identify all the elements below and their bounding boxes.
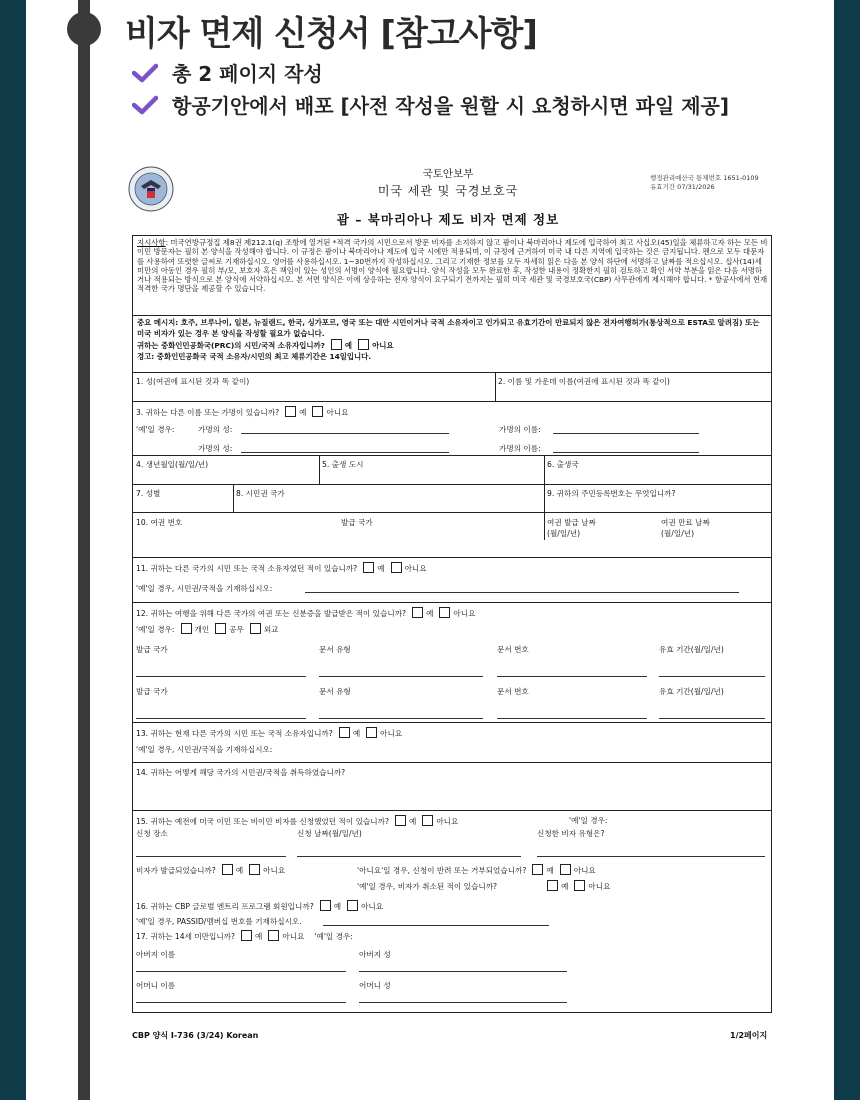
q17-row xyxy=(136,930,353,942)
revoked-yes-checkbox[interactable] xyxy=(547,880,558,891)
q15-yes-checkbox[interactable] xyxy=(395,815,406,826)
q16-yes-checkbox[interactable] xyxy=(320,900,331,911)
if-yes-label: '예'일 경우: xyxy=(569,816,608,825)
no-label: 아니요 xyxy=(404,564,427,573)
q16-label: 16. 귀하는 CBP 글로벌 엔트리 프로그램 회원입니까? xyxy=(136,902,314,911)
instructions-label: 지시사항 xyxy=(137,238,166,247)
page-number: 1/2페이지 xyxy=(730,1031,768,1040)
form-title: 괌 – 북마리아나 제도 비자 면제 정보 xyxy=(336,212,560,227)
q16-no-checkbox[interactable] xyxy=(347,900,358,911)
diplomatic-checkbox[interactable] xyxy=(250,623,261,634)
bullet-text: 총 2 페이지 작성 xyxy=(172,62,323,86)
notice-message: 중요 메시지: 호주, 브루나이, 일본, 뉴질랜드, 한국, 싱가포르, 영국 또는 대만 시민이거나 국적 소유자이고 인가되고 유효기간이 만료되지 않은 전자여행허가(통상적으로 ESTA로 알려짐) 또는 미국 비자가 있는 경우 본 양식을 작성할 필요가 없습니다. xyxy=(137,318,760,338)
no-label: 아니요 xyxy=(453,609,476,618)
citizenship-prompt: 시민권/국적을 기재하십시오: xyxy=(176,584,273,593)
prc-no-checkbox[interactable] xyxy=(358,339,369,350)
father-given-label: 아버지 성 xyxy=(359,950,391,959)
q17-yes-checkbox[interactable] xyxy=(241,930,252,941)
q12-type-row xyxy=(136,623,279,635)
yes-label: 예 xyxy=(377,564,385,573)
official-checkbox[interactable] xyxy=(215,623,226,634)
bullet-text: 항공기안에서 배포 [사전 작성을 원할 시 요청하시면 파일 제공] xyxy=(172,94,729,118)
alias-surname-label: 가명의 성: xyxy=(198,444,233,453)
if-yes-label: '예'일 경우: xyxy=(314,932,353,941)
q15-no-checkbox[interactable] xyxy=(422,815,433,826)
refused-yes-checkbox[interactable] xyxy=(532,864,543,875)
q13-no-checkbox[interactable] xyxy=(366,727,377,738)
q13-yes-checkbox[interactable] xyxy=(339,727,350,738)
no-label: 아니요 xyxy=(588,882,611,891)
revoked-row xyxy=(357,880,610,892)
q12-no-checkbox[interactable] xyxy=(439,607,450,618)
q3-label: 3. 귀하는 다른 이름 또는 가명이 있습니까? xyxy=(136,408,280,417)
date-format-label: (월/일/년) xyxy=(661,529,695,538)
form-number: CBP 양식 I-736 (3/24) Korean xyxy=(132,1031,259,1040)
q12-row xyxy=(136,607,475,619)
yes-label: 예 xyxy=(546,866,554,875)
q11-label: 11. 귀하는 다른 국가의 시민 또는 국적 소유자였던 적이 있습니까? xyxy=(136,564,358,573)
right-border-band xyxy=(834,0,860,1100)
form-body xyxy=(132,235,772,1013)
revoked-no-checkbox[interactable] xyxy=(574,880,585,891)
yes-label: 예 xyxy=(333,902,342,911)
issuing-country-label: 발급 국가 xyxy=(136,687,168,696)
revoked-label: '예'일 경우, 비자가 취소된 적이 있습니까? xyxy=(357,882,498,891)
q11-no-checkbox[interactable] xyxy=(391,562,402,573)
if-yes-label: '예'일 경우, xyxy=(136,917,175,926)
field-issuing-country[interactable]: 발급 국가 xyxy=(341,518,373,527)
visa-type-label: 신청한 비자 유형은? xyxy=(537,829,605,838)
notice-block xyxy=(137,317,769,362)
official-label: 공무 xyxy=(229,625,244,634)
q13-citizenship-row xyxy=(136,744,272,755)
q15-label: 15. 귀하는 예전에 미국 이민 또는 비이민 비자를 신청했었던 적이 있습니까? xyxy=(136,817,389,826)
alias-surname-label: 가명의 성: xyxy=(198,425,233,434)
yes-label: 예 xyxy=(561,882,569,891)
instructions-text: : 미국연방규정집 제8권 제212.1(q) 조항에 열거된 *적격 국가의 시민으로서 방문 비자를 소지하지 않고 괌이나 북마리아나 제도에 입국하여 최고 사십오(45)일을 체류하고자 하는 모든 비이민 방문자는 필히 본 양식을 작성해야 합니다. 이 규정은 괌이나 북마리아나 제도에 입국 시에만 적용되며, 이 규정에 근거하여 미국 내 다른 지역에 입국하는 것은 금지됩니다. 펜으로 모두 대문자를 사용하여 또렷한 글씨로 기재하십시오. 영어를 사용하십시오. 1~30번까지 작성하십시오. 그리고 기재한 정보를 모두 자세히 읽은 다음 본 양식 하단에 서명하고 날짜를 적으십시오. 십사(14)세 미만의 아동인 경우 필히 부/모, 보호자 혹은 책임이 있는 성인의 서명이 양식에 필요합니다. 양식 작성을 모두 완료한 후, 작성한 내용이 정확한지 필히 검토하고 확인 서약 부분을 읽은 다음 서명하거나 적용되는 방식으로 본 양식에 서약하십시오. 본 서면 양식은 이에 상응하는 전자 양식이 요구되기 전까지는 필히 미국 세관 및 국경보호국(CBP) 사무관에게 제시해야 합니다. * 항공사에서 현재 적격한 국가 명단을 제공할 수 있습니다. xyxy=(137,238,768,294)
yes-label: 예 xyxy=(426,609,434,618)
field-national-id[interactable]: 9. 귀하의 주민등록번호는 무엇입니까? xyxy=(547,489,676,498)
yes-label: 예 xyxy=(299,408,307,417)
field-birth-country[interactable]: 6. 출생국 xyxy=(547,460,579,469)
apply-place-label: 신청 장소 xyxy=(136,829,168,838)
alias-given-label: 가명의 이름: xyxy=(499,425,541,434)
q3-no-checkbox[interactable] xyxy=(312,406,323,417)
warning-text: 경고: 중화인민공화국 국적 소유자/시민의 최고 체류기간은 14일입니다. xyxy=(137,352,372,361)
no-label: 아니요 xyxy=(436,817,459,826)
no-label: 아니요 xyxy=(372,341,394,350)
no-label: 아니요 xyxy=(263,866,286,875)
q11-yes-checkbox[interactable] xyxy=(363,562,374,573)
instructions xyxy=(137,238,769,294)
checkmark-icon xyxy=(132,63,158,83)
field-surname[interactable]: 1. 성(여권에 표시된 것과 똑 같이) xyxy=(136,377,250,386)
doc-type-label: 문서 유형 xyxy=(319,645,351,654)
q13-row xyxy=(136,727,402,739)
field-given-name[interactable]: 2. 이름 및 가운데 이름(여권에 표시된 것과 똑 같이) xyxy=(498,377,670,386)
q13-label: 13. 귀하는 현재 다른 국가의 시민 또는 국적 소유자입니까? xyxy=(136,729,333,738)
doc-number-label: 문서 번호 xyxy=(497,645,529,654)
field-passport-expiry-date[interactable]: 여권 만료 날짜 xyxy=(661,518,710,527)
if-yes-label: '예'일 경우, xyxy=(136,584,175,593)
visa-issued-row xyxy=(136,864,285,876)
father-surname-label: 아버지 이름 xyxy=(136,950,176,959)
page-title: 비자 면제 신청서 [참고사항] xyxy=(125,14,537,54)
yes-label: 예 xyxy=(408,817,417,826)
passid-row xyxy=(136,916,302,927)
yes-label: 예 xyxy=(344,341,353,350)
issuing-country-label: 발급 국가 xyxy=(136,645,168,654)
refused-row xyxy=(357,864,596,876)
valid-period-label: 유효 기간(월/일/년) xyxy=(659,687,724,696)
doc-number-label: 문서 번호 xyxy=(497,687,529,696)
q16-row xyxy=(136,900,383,912)
visa-issued-label: 비자가 발급되었습니까? xyxy=(136,866,216,875)
prc-question: 귀하는 중화인민공화국(PRC)의 시민/국적 소유자입니까? xyxy=(137,341,325,350)
q17-label: 17. 귀하는 14세 미만입니까? xyxy=(136,932,236,941)
q15-row xyxy=(136,815,458,827)
refused-label: '아니요'일 경우, 신청이 반려 또는 거부되었습니까? xyxy=(357,866,527,875)
valid-period-label: 유효 기간(월/일/년) xyxy=(659,645,724,654)
personal-label: 개인 xyxy=(194,625,210,634)
diplomatic-label: 외교 xyxy=(263,625,279,634)
bullet-item xyxy=(132,58,323,87)
doc-type-label: 문서 유형 xyxy=(319,687,351,696)
bullet-item xyxy=(132,90,729,119)
field-citizenship-acquired[interactable]: 14. 귀하는 어떻게 해당 국가의 시민권/국적을 취득하였습니까? xyxy=(136,768,346,777)
if-yes-label: '예'일 경우, xyxy=(136,745,175,754)
field-passport-number[interactable]: 10. 여권 번호 xyxy=(136,518,183,527)
visa-issued-no-checkbox[interactable] xyxy=(249,864,260,875)
if-yes-label: '예'일 경우: xyxy=(136,625,175,634)
field-birth-date[interactable]: 4. 생년월일(월/일/년) xyxy=(136,460,209,469)
no-label: 아니요 xyxy=(361,902,384,911)
field-other-names xyxy=(136,406,349,418)
field-sex[interactable]: 7. 성별 xyxy=(136,489,161,498)
mother-given-label: 어머니 성 xyxy=(359,981,391,990)
visa-issued-yes-checkbox[interactable] xyxy=(222,864,233,875)
prc-question-row xyxy=(137,339,769,351)
no-label: 아니요 xyxy=(326,408,349,417)
apply-date-label: 신청 날짜(월/일/년) xyxy=(297,829,362,838)
timeline-dot xyxy=(67,12,101,46)
q3-yes-checkbox[interactable] xyxy=(285,406,296,417)
q12-label: 12. 귀하는 여행을 위해 다른 국가의 여권 또는 신분증을 발급받은 적이 있습니까? xyxy=(136,609,407,618)
yes-label: 예 xyxy=(352,729,361,738)
left-border-band xyxy=(0,0,26,1100)
citizenship-prompt: 시민권/국적을 기재하십시오: xyxy=(176,745,273,754)
q17-no-checkbox[interactable] xyxy=(268,930,279,941)
agency-name: 미국 세관 및 국경보호국 xyxy=(377,184,519,198)
no-label: 아니요 xyxy=(573,866,596,875)
timeline-line xyxy=(78,0,90,1100)
mother-surname-label: 어머니 이름 xyxy=(136,981,176,990)
no-label: 아니요 xyxy=(380,729,403,738)
q12-yes-checkbox[interactable] xyxy=(412,607,423,618)
yes-label: 예 xyxy=(235,866,244,875)
date-format-label: (월/일/년) xyxy=(547,529,581,538)
yes-label: 예 xyxy=(255,932,263,941)
personal-checkbox[interactable] xyxy=(181,623,192,634)
omb-info xyxy=(650,174,759,192)
alias-given-label: 가명의 이름: xyxy=(499,444,541,453)
checkmark-icon xyxy=(132,95,158,115)
if-yes-label: '예'일 경우: xyxy=(136,425,175,434)
field-birth-city[interactable]: 5. 출생 도시 xyxy=(322,460,364,469)
department-name: 국토안보부 xyxy=(422,168,474,180)
field-passport-issue-date[interactable]: 여권 발급 날짜 xyxy=(547,518,596,527)
refused-no-checkbox[interactable] xyxy=(560,864,571,875)
q11-row xyxy=(136,562,427,574)
field-citizenship-country[interactable]: 8. 시민권 국가 xyxy=(236,489,285,498)
form-document xyxy=(108,150,788,1060)
q11-citizenship-row xyxy=(136,583,272,594)
passid-prompt: PASSID/멤버십 번호를 기재하십시오. xyxy=(176,917,302,926)
omb-number: 행정관리예산국 통제번호 1651-0109 xyxy=(650,174,759,182)
no-label: 아니요 xyxy=(282,932,305,941)
prc-yes-checkbox[interactable] xyxy=(331,339,342,350)
omb-expiry: 유효기간 07/31/2026 xyxy=(650,183,715,191)
